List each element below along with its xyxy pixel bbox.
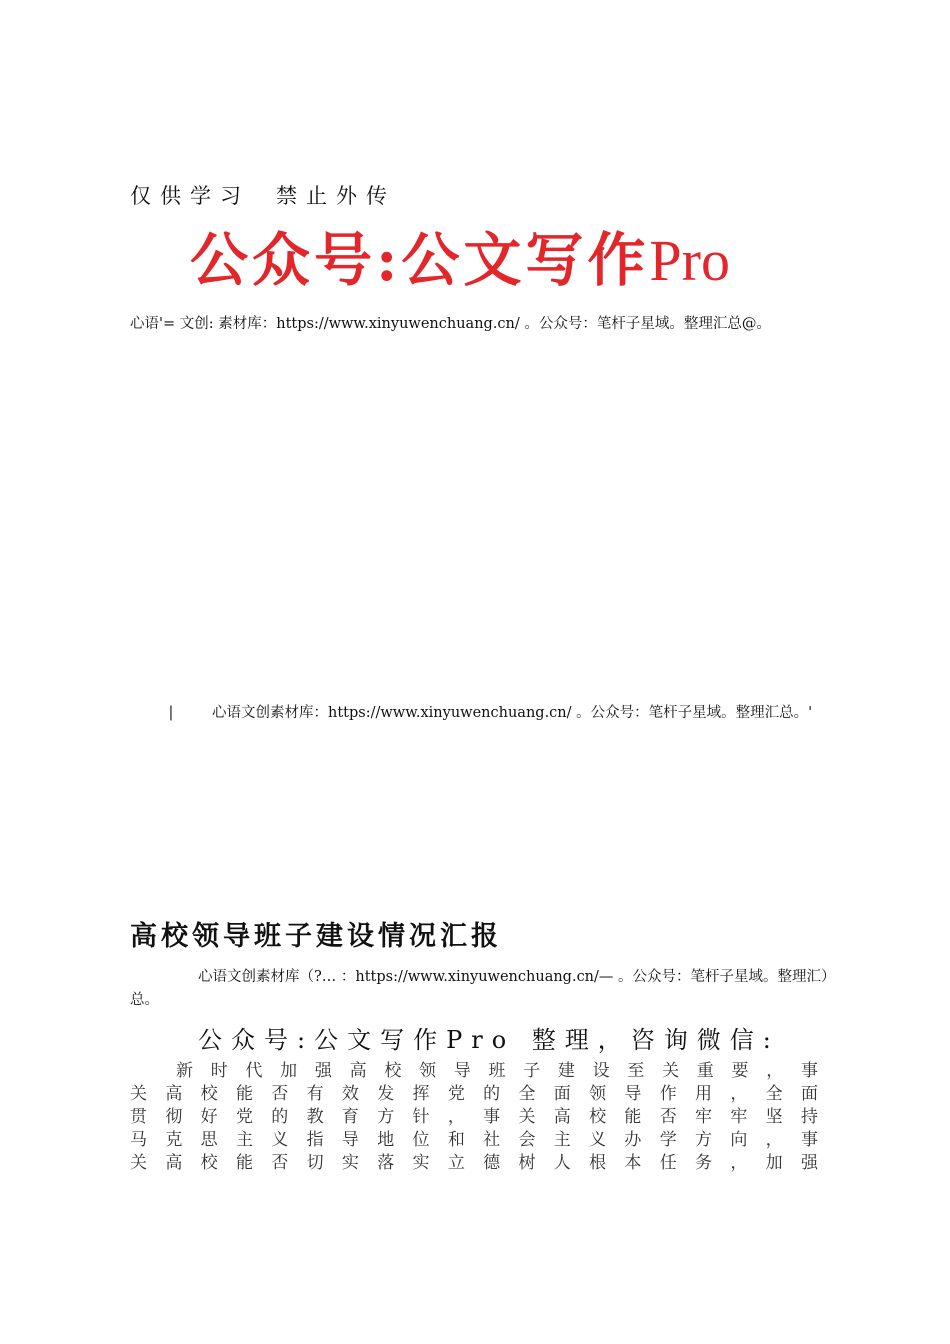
body-char: 教 [306,1107,324,1127]
body-char: 有 [306,1084,324,1104]
body-char: 切 [306,1153,324,1173]
body-char: 学 [659,1130,677,1150]
body-char: 重 [696,1061,714,1081]
body-char: 关 [518,1107,536,1127]
body-char: 主 [553,1130,571,1150]
body-char: 方 [377,1107,395,1127]
body-char: 牢 [695,1107,712,1127]
brand-banner [190,224,730,297]
source-line-2 [130,702,835,724]
body-char: 加 [280,1061,298,1081]
body-char: 发 [377,1084,395,1104]
body-char: 本 [624,1153,642,1173]
body-char: ， [765,1130,783,1150]
body-char: 党 [447,1084,465,1104]
body-char: 任 [659,1153,677,1173]
body-char: 校 [589,1107,607,1127]
body-char: 的 [483,1084,501,1104]
body-char: 班 [488,1061,506,1081]
body-char: 能 [624,1107,642,1127]
body-char: ， [447,1107,465,1127]
body-line [130,1129,818,1152]
body-char: 否 [271,1153,289,1173]
body-char: 全 [518,1084,536,1104]
source-line-1: 心语'= 文创: 素材库：https://www.xinyuwenchuang.cn/ 。公众号：笔杆子星域。整理汇总@。 [130,316,771,332]
body-char: 高 [553,1107,571,1127]
body-char: 效 [341,1084,359,1104]
body-char: 作 [659,1084,677,1104]
body-char: 针 [412,1107,430,1127]
body-char: 面 [800,1084,818,1104]
body-line [130,1060,818,1083]
body-char: 社 [483,1130,501,1150]
body-char: 彻 [165,1107,183,1127]
body-char: 加 [765,1153,783,1173]
body-char: 强 [314,1061,332,1081]
body-char: 德 [483,1153,501,1173]
body-char: 地 [377,1130,395,1150]
body-char: ， [730,1153,748,1173]
body-char: 否 [271,1084,289,1104]
body-char: 坚 [765,1107,783,1127]
body-char: 事 [483,1107,501,1127]
body-char: 领 [589,1084,607,1104]
body-char: 强 [800,1153,818,1173]
body-char: 导 [624,1084,642,1104]
body-char: 新 [176,1061,193,1081]
body-char: 指 [306,1130,324,1150]
body-char: 全 [765,1084,783,1104]
body-char: 方 [695,1130,712,1150]
body-char: 事 [800,1061,818,1081]
body-char: 高 [165,1084,183,1104]
body-char: 领 [419,1061,437,1081]
body-char: 建 [557,1061,575,1081]
body-char: 子 [523,1061,541,1081]
body-char: 好 [200,1107,218,1127]
body-char: 实 [341,1153,359,1173]
body-char: 克 [165,1130,183,1150]
body-char: 马 [130,1130,147,1150]
body-char: 校 [384,1061,402,1081]
body-char: 导 [453,1061,471,1081]
body-char: 党 [235,1107,253,1127]
body-char: 校 [200,1153,218,1173]
subheading: 公众号:公文写作Pro 整理，咨询微信: [198,1026,780,1054]
body-char: 代 [245,1061,263,1081]
body-char: 关 [662,1061,680,1081]
body-paragraph [130,1060,818,1175]
body-char: 实 [412,1153,430,1173]
body-char: ， [766,1061,784,1081]
body-char: 时 [210,1061,228,1081]
body-char: 导 [341,1130,359,1150]
body-line [130,1083,818,1106]
body-char: 事 [800,1130,818,1150]
body-char: 人 [553,1153,571,1173]
divider-bar: | [168,705,174,721]
body-char: 关 [130,1153,147,1173]
body-char: 高 [165,1153,183,1173]
brand-name: 公众号:公文写作 [190,226,650,294]
body-char: 牢 [730,1107,748,1127]
document-title: 高校领导班子建设情况汇报 [130,921,502,952]
body-char: 关 [130,1084,147,1104]
body-char: 持 [800,1107,818,1127]
body-char: 义 [271,1130,289,1150]
body-char: 思 [200,1130,218,1150]
restriction-notice [130,180,396,210]
body-char: 位 [412,1130,430,1150]
body-char: 设 [592,1061,610,1081]
body-char: 的 [271,1107,289,1127]
brand-suffix: Pro [649,228,730,293]
body-char: 主 [235,1130,253,1150]
restriction-study-only: 仅供学习 [130,184,250,208]
body-char: 务 [695,1153,712,1173]
body-line [130,1106,818,1129]
body-char: 办 [624,1130,642,1150]
body-char: 能 [235,1153,253,1173]
body-char: 贯 [130,1107,147,1127]
restriction-no-distribution: 禁止外传 [276,184,396,208]
body-char: 要 [731,1061,749,1081]
body-char: 能 [235,1084,253,1104]
source-line-3: 心语文创素材库（?… ：https://www.xinyuwenchuang.cn/— 。公众号：笔杆子星域。整理汇）总。 [130,969,829,1008]
body-char: 育 [341,1107,359,1127]
body-char: 高 [349,1061,367,1081]
body-char: 校 [200,1084,218,1104]
source-line-2-text: 心语文创素材库：https://www.xinyuwenchuang.cn/ 。公众号：笔杆子星域。整理汇总。' [212,705,813,721]
body-char: 用 [695,1084,712,1104]
body-char: 根 [589,1153,607,1173]
body-char: 会 [518,1130,536,1150]
body-char: 挥 [412,1084,430,1104]
body-char: 向 [730,1130,748,1150]
body-char: 义 [589,1130,607,1150]
body-char: 至 [627,1061,645,1081]
body-char: 树 [518,1153,536,1173]
body-char: 面 [553,1084,571,1104]
body-char: 否 [659,1107,677,1127]
body-line [130,1152,818,1175]
body-char: 和 [447,1130,465,1150]
body-char: 立 [447,1153,465,1173]
body-char: 落 [377,1153,395,1173]
body-char: ， [730,1084,748,1104]
